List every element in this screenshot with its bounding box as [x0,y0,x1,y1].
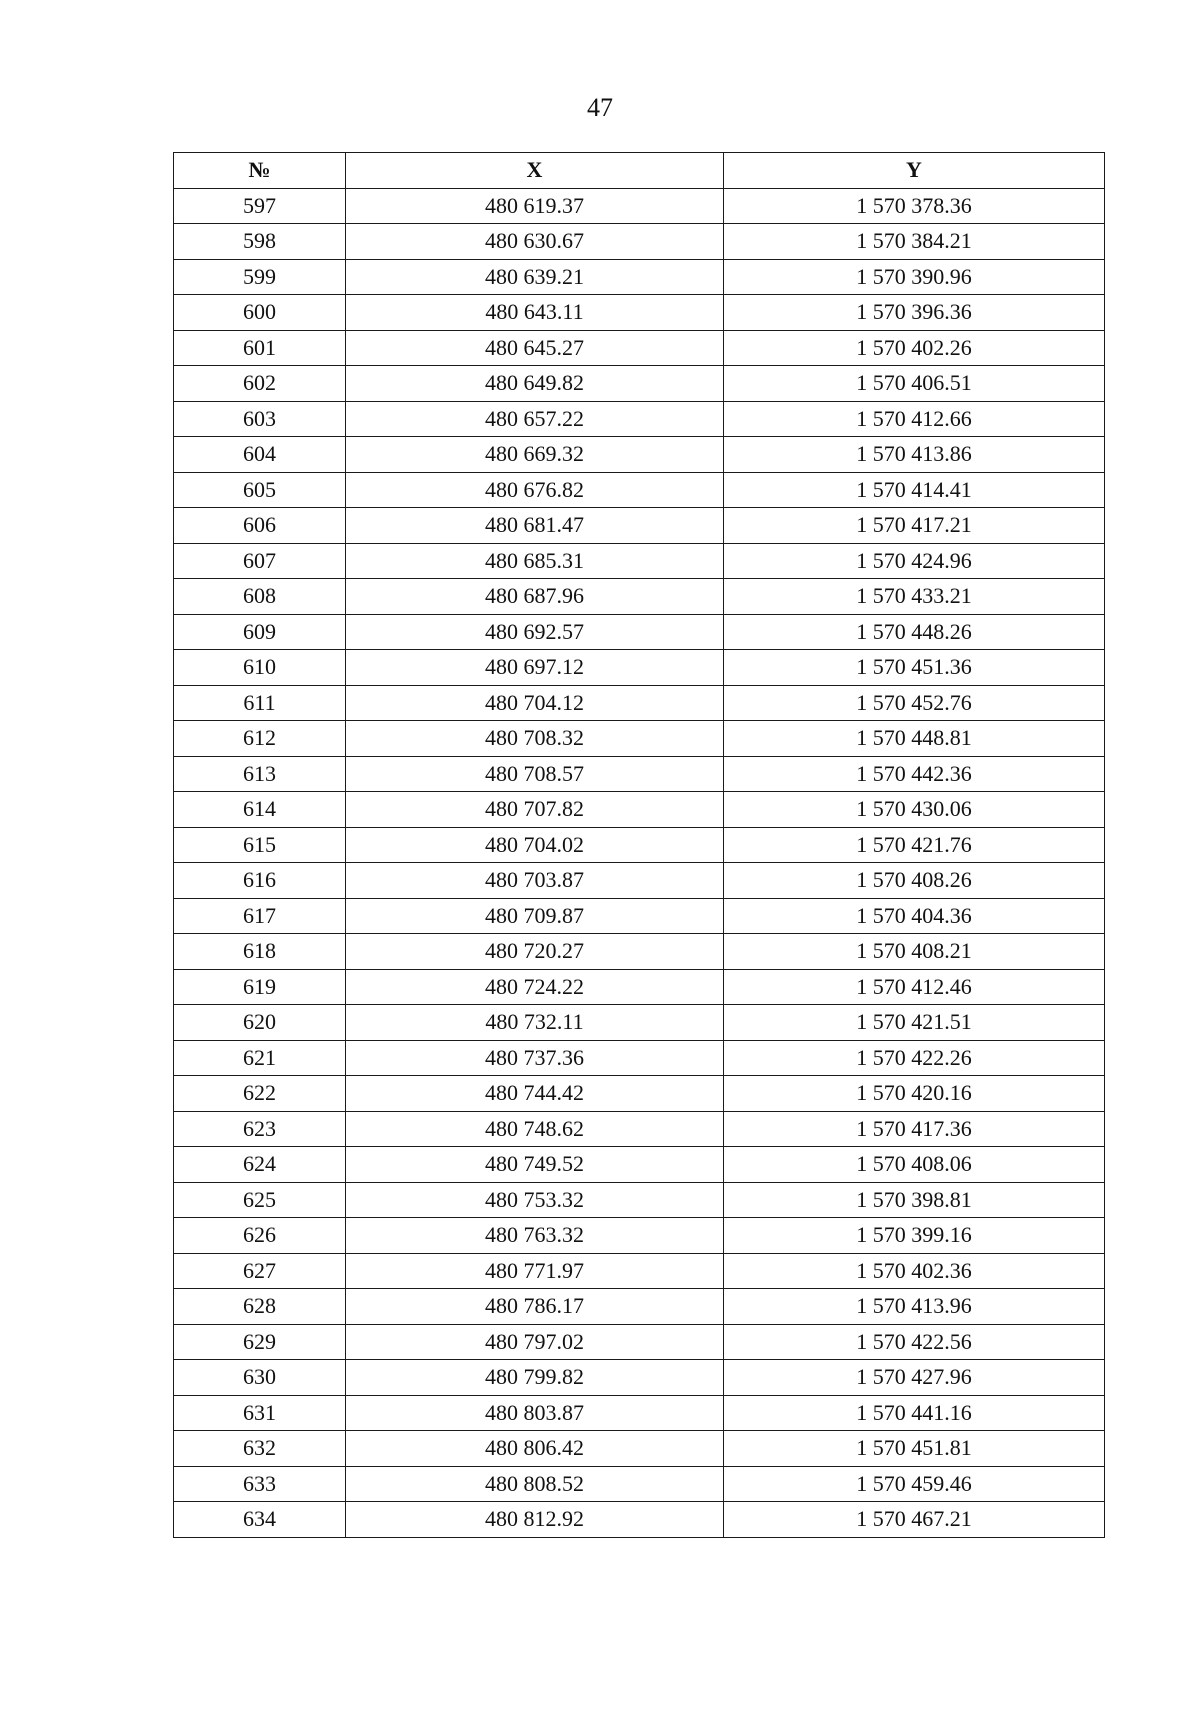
cell-number: 612 [174,721,346,757]
cell-number: 619 [174,969,346,1005]
cell-number: 625 [174,1182,346,1218]
cell-number: 617 [174,898,346,934]
cell-x: 480 806.42 [346,1431,724,1467]
cell-x: 480 649.82 [346,366,724,402]
table-row [174,614,1105,650]
cell-number: 601 [174,330,346,366]
cell-number: 600 [174,295,346,331]
table-row [174,1253,1105,1289]
cell-x: 480 630.67 [346,224,724,260]
header-x: X [346,153,724,189]
table-row [174,1182,1105,1218]
table-body [174,188,1105,1537]
cell-x: 480 619.37 [346,188,724,224]
cell-x: 480 720.27 [346,934,724,970]
cell-y: 1 570 396.36 [724,295,1105,331]
cell-number: 621 [174,1040,346,1076]
cell-y: 1 570 422.26 [724,1040,1105,1076]
cell-x: 480 676.82 [346,472,724,508]
cell-number: 614 [174,792,346,828]
cell-number: 633 [174,1466,346,1502]
table-row [174,437,1105,473]
cell-number: 629 [174,1324,346,1360]
table-row [174,898,1105,934]
cell-number: 611 [174,685,346,721]
cell-number: 628 [174,1289,346,1325]
cell-y: 1 570 414.41 [724,472,1105,508]
cell-y: 1 570 441.16 [724,1395,1105,1431]
table-row [174,366,1105,402]
cell-number: 609 [174,614,346,650]
cell-y: 1 570 398.81 [724,1182,1105,1218]
cell-x: 480 771.97 [346,1253,724,1289]
cell-number: 616 [174,863,346,899]
cell-y: 1 570 408.21 [724,934,1105,970]
cell-x: 480 808.52 [346,1466,724,1502]
cell-y: 1 570 384.21 [724,224,1105,260]
cell-x: 480 707.82 [346,792,724,828]
cell-number: 622 [174,1076,346,1112]
cell-number: 620 [174,1005,346,1041]
cell-y: 1 570 399.16 [724,1218,1105,1254]
cell-number: 626 [174,1218,346,1254]
cell-number: 630 [174,1360,346,1396]
cell-x: 480 799.82 [346,1360,724,1396]
cell-number: 597 [174,188,346,224]
cell-y: 1 570 448.26 [724,614,1105,650]
cell-y: 1 570 452.76 [724,685,1105,721]
cell-x: 480 803.87 [346,1395,724,1431]
table-row [174,792,1105,828]
cell-number: 613 [174,756,346,792]
header-y: Y [724,153,1105,189]
table-row [174,1218,1105,1254]
table-row [174,1005,1105,1041]
cell-x: 480 797.02 [346,1324,724,1360]
cell-y: 1 570 408.06 [724,1147,1105,1183]
cell-number: 623 [174,1111,346,1147]
cell-number: 608 [174,579,346,615]
cell-x: 480 708.32 [346,721,724,757]
table-row [174,934,1105,970]
cell-y: 1 570 422.56 [724,1324,1105,1360]
cell-x: 480 812.92 [346,1502,724,1538]
cell-number: 599 [174,259,346,295]
table-row [174,1431,1105,1467]
cell-number: 624 [174,1147,346,1183]
cell-x: 480 724.22 [346,969,724,1005]
table-row [174,721,1105,757]
cell-y: 1 570 406.51 [724,366,1105,402]
cell-x: 480 704.02 [346,827,724,863]
cell-x: 480 744.42 [346,1076,724,1112]
cell-x: 480 703.87 [346,863,724,899]
cell-y: 1 570 424.96 [724,543,1105,579]
table-row [174,1111,1105,1147]
table-row [174,259,1105,295]
table-row [174,224,1105,260]
cell-number: 610 [174,650,346,686]
cell-x: 480 657.22 [346,401,724,437]
cell-number: 615 [174,827,346,863]
cell-x: 480 643.11 [346,295,724,331]
cell-y: 1 570 459.46 [724,1466,1105,1502]
table-row [174,685,1105,721]
table-row [174,863,1105,899]
cell-number: 602 [174,366,346,402]
table-row [174,472,1105,508]
table-row [174,650,1105,686]
cell-x: 480 763.32 [346,1218,724,1254]
cell-number: 627 [174,1253,346,1289]
cell-number: 607 [174,543,346,579]
table-row [174,1147,1105,1183]
table-row [174,579,1105,615]
cell-y: 1 570 451.81 [724,1431,1105,1467]
table-header [174,153,1105,189]
table-row [174,1466,1105,1502]
coordinates-table [173,152,1105,1538]
table-row [174,969,1105,1005]
table-row [174,330,1105,366]
cell-x: 480 669.32 [346,437,724,473]
table-row [174,1395,1105,1431]
cell-number: 598 [174,224,346,260]
page-number: 47 [587,93,613,122]
cell-y: 1 570 413.96 [724,1289,1105,1325]
cell-number: 618 [174,934,346,970]
table-row [174,188,1105,224]
cell-y: 1 570 421.76 [724,827,1105,863]
cell-y: 1 570 417.21 [724,508,1105,544]
cell-y: 1 570 442.36 [724,756,1105,792]
table-row [174,1289,1105,1325]
cell-x: 480 708.57 [346,756,724,792]
header-number: № [174,153,346,189]
cell-number: 604 [174,437,346,473]
cell-y: 1 570 421.51 [724,1005,1105,1041]
cell-y: 1 570 404.36 [724,898,1105,934]
table-row [174,508,1105,544]
cell-x: 480 732.11 [346,1005,724,1041]
cell-x: 480 748.62 [346,1111,724,1147]
cell-x: 480 709.87 [346,898,724,934]
table-row [174,295,1105,331]
cell-y: 1 570 378.36 [724,188,1105,224]
cell-y: 1 570 467.21 [724,1502,1105,1538]
table-row [174,1040,1105,1076]
cell-x: 480 687.96 [346,579,724,615]
cell-x: 480 685.31 [346,543,724,579]
table-row [174,756,1105,792]
cell-number: 605 [174,472,346,508]
cell-y: 1 570 412.46 [724,969,1105,1005]
cell-y: 1 570 433.21 [724,579,1105,615]
cell-x: 480 704.12 [346,685,724,721]
cell-number: 603 [174,401,346,437]
cell-y: 1 570 417.36 [724,1111,1105,1147]
table-row [174,1076,1105,1112]
cell-y: 1 570 412.66 [724,401,1105,437]
header-row [174,153,1105,189]
table-row [174,1324,1105,1360]
cell-x: 480 786.17 [346,1289,724,1325]
cell-x: 480 681.47 [346,508,724,544]
table-row [174,401,1105,437]
cell-number: 606 [174,508,346,544]
cell-x: 480 692.57 [346,614,724,650]
table-row [174,543,1105,579]
cell-y: 1 570 413.86 [724,437,1105,473]
cell-number: 634 [174,1502,346,1538]
cell-x: 480 697.12 [346,650,724,686]
cell-y: 1 570 427.96 [724,1360,1105,1396]
table-row [174,827,1105,863]
cell-y: 1 570 430.06 [724,792,1105,828]
cell-x: 480 737.36 [346,1040,724,1076]
cell-number: 631 [174,1395,346,1431]
table-row [174,1360,1105,1396]
cell-y: 1 570 390.96 [724,259,1105,295]
cell-x: 480 753.32 [346,1182,724,1218]
cell-x: 480 749.52 [346,1147,724,1183]
cell-y: 1 570 402.36 [724,1253,1105,1289]
cell-x: 480 645.27 [346,330,724,366]
cell-y: 1 570 408.26 [724,863,1105,899]
cell-y: 1 570 451.36 [724,650,1105,686]
cell-y: 1 570 448.81 [724,721,1105,757]
cell-number: 632 [174,1431,346,1467]
cell-y: 1 570 402.26 [724,330,1105,366]
table-row [174,1502,1105,1538]
cell-y: 1 570 420.16 [724,1076,1105,1112]
cell-x: 480 639.21 [346,259,724,295]
